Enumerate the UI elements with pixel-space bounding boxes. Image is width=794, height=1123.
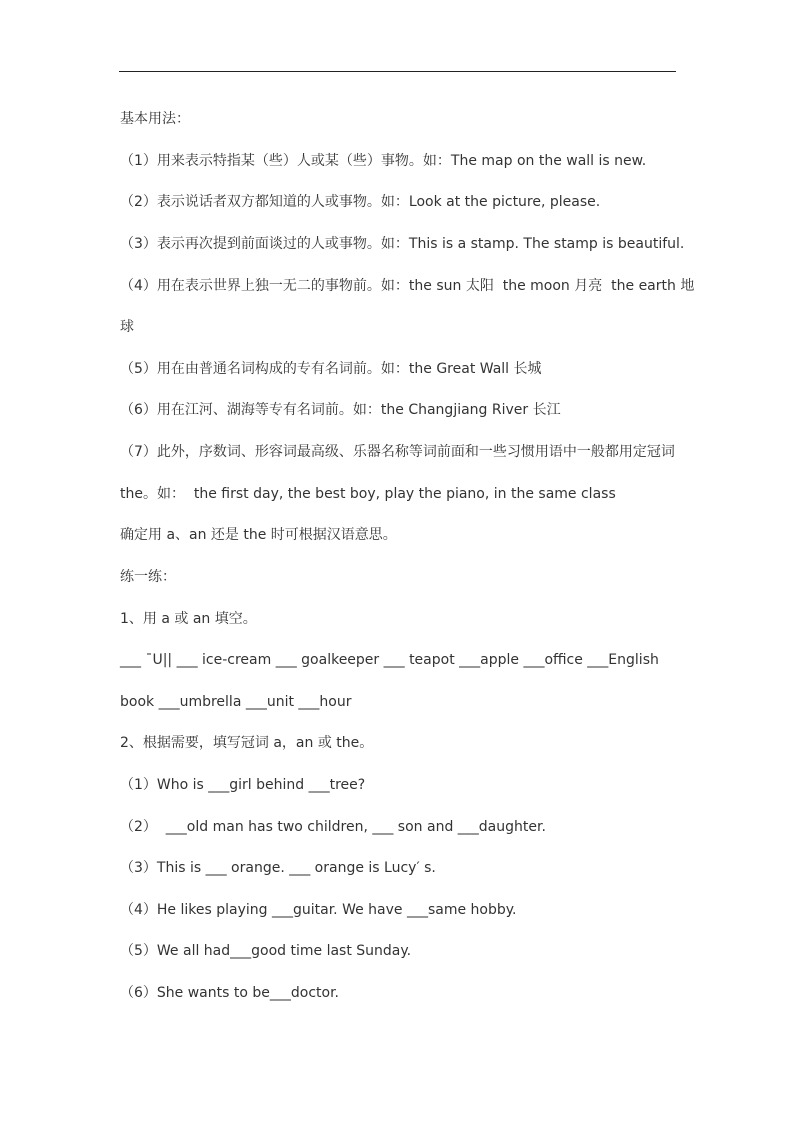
usage-item-6: （6）用在江河、湖海等专有名词前。如：the Changjiang River 长江 bbox=[120, 402, 561, 418]
exercise-1-instruction: 1、用 a 或 an 填空。 bbox=[120, 611, 257, 627]
usage-note: 确定用 a、an 还是 the 时可根据汉语意思。 bbox=[120, 527, 397, 543]
exercise-2-question-1: （1）Who is ___girl behind ___tree? bbox=[120, 777, 366, 793]
usage-item-3: （3）表示再次提到前面谈过的人或事物。如：This is a stamp. The stamp is beautiful. bbox=[120, 236, 685, 252]
usage-item-2: （2）表示说话者双方都知道的人或事物。如：Look at the picture, please. bbox=[120, 194, 601, 210]
exercise-2-question-3: （3）This is ___ orange. ___ orange is Lucy′ s. bbox=[120, 860, 436, 876]
exercise-2-question-5: （5）We all had___good time last Sunday. bbox=[120, 943, 412, 959]
usage-item-1: （1）用来表示特指某（些）人或某（些）事物。如：The map on the wall is new. bbox=[120, 153, 647, 169]
section-heading-basic-usage: 基本用法： bbox=[120, 111, 190, 127]
usage-item-4-continued: 球 bbox=[120, 319, 134, 335]
exercise-2-question-4: （4）He likes playing ___guitar. We have ___same hobby. bbox=[120, 902, 517, 918]
header-rule bbox=[119, 71, 676, 72]
exercise-2-question-2: （2） ___old man has two children, ___ son and ___daughter. bbox=[120, 819, 546, 835]
usage-item-5: （5）用在由普通名词构成的专有名词前。如：the Great Wall 长城 bbox=[120, 361, 542, 377]
exercise-2-question-6: （6）She wants to be___doctor. bbox=[120, 985, 339, 1001]
exercise-1-blanks-continued: book ___umbrella ___unit ___hour bbox=[120, 694, 352, 710]
exercise-1-blanks: ___ ˉU|| ___ ice-cream ___ goalkeeper ___ teapot ___apple ___office ___English bbox=[120, 652, 659, 668]
section-heading-practice: 练一练： bbox=[120, 569, 176, 585]
usage-item-4: （4）用在表示世界上独一无二的事物前。如：the sun 太阳 the moon 月亮 the earth 地 bbox=[120, 278, 695, 294]
exercise-2-instruction: 2、根据需要，填写冠词 a，an 或 the。 bbox=[120, 735, 374, 751]
usage-item-7: （7）此外，序数词、形容词最高级、乐器名称等词前面和一些习惯用语中一般都用定冠词 bbox=[120, 444, 675, 460]
usage-item-7-continued: the。如： the first day, the best boy, play the piano, in the same class bbox=[120, 486, 616, 502]
